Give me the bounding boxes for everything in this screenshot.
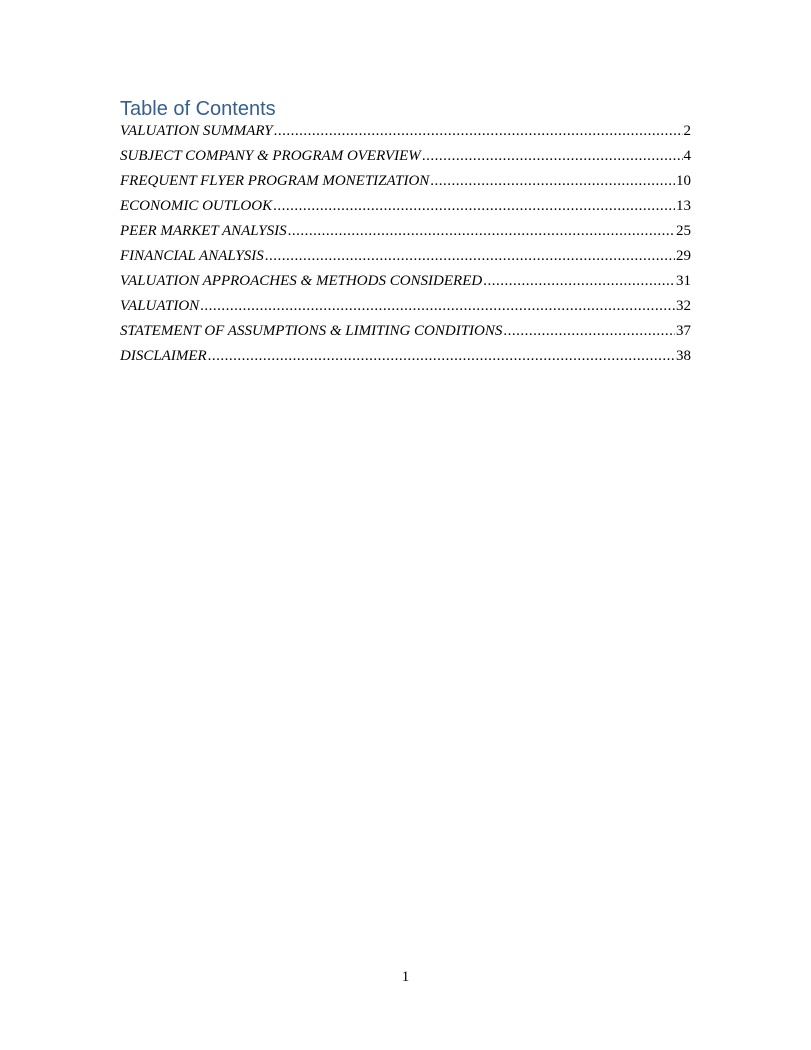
toc-dot-leader (288, 221, 675, 241)
toc-dot-leader (503, 321, 675, 341)
toc-dot-leader (430, 171, 675, 191)
toc-entry-page: 29 (676, 248, 691, 264)
toc-entry-assumptions[interactable] (120, 321, 691, 346)
toc-entry-title: PEER MARKET ANALYSIS (120, 223, 287, 239)
toc-dot-leader (273, 196, 675, 216)
toc-entry-title: FREQUENT FLYER PROGRAM MONETIZATION (120, 173, 430, 189)
toc-dot-leader (274, 121, 683, 141)
toc-entry-valuation-approaches[interactable] (120, 271, 691, 296)
toc-list (120, 121, 691, 371)
toc-entry-frequent-flyer[interactable] (120, 171, 691, 196)
toc-dot-leader (200, 296, 675, 316)
toc-entry-page: 13 (676, 198, 691, 214)
toc-entry-title: VALUATION APPROACHES & METHODS CONSIDERED (120, 273, 483, 289)
toc-entry-page: 25 (676, 223, 691, 239)
toc-dot-leader (422, 146, 683, 166)
toc-dot-leader (208, 346, 675, 366)
toc-dot-leader (265, 246, 675, 266)
toc-entry-title: VALUATION SUMMARY (120, 123, 273, 139)
toc-entry-title: ECONOMIC OUTLOOK (120, 198, 273, 214)
toc-entry-page: 31 (676, 273, 691, 289)
toc-entry-page: 38 (676, 348, 691, 364)
toc-entry-valuation-summary[interactable] (120, 121, 691, 146)
toc-entry-page: 2 (683, 123, 691, 139)
toc-entry-page: 10 (676, 173, 691, 189)
toc-entry-page: 32 (676, 298, 691, 314)
toc-entry-subject-company[interactable] (120, 146, 691, 171)
page-number: 1 (401, 969, 410, 985)
toc-heading: Table of Contents (120, 98, 276, 120)
toc-entry-title: SUBJECT COMPANY & PROGRAM OVERVIEW (120, 148, 421, 164)
toc-entry-valuation[interactable] (120, 296, 691, 321)
toc-entry-peer-market[interactable] (120, 221, 691, 246)
toc-entry-title: FINANCIAL ANALYSIS (120, 248, 264, 264)
toc-entry-page: 37 (676, 323, 691, 339)
toc-entry-title: VALUATION (120, 298, 200, 314)
toc-entry-economic-outlook[interactable] (120, 196, 691, 221)
toc-entry-title: DISCLAIMER (120, 348, 207, 364)
toc-entry-financial-analysis[interactable] (120, 246, 691, 271)
toc-entry-title: STATEMENT OF ASSUMPTIONS & LIMITING CONDITIONS (120, 323, 503, 339)
toc-entry-disclaimer[interactable] (120, 346, 691, 371)
toc-entry-page: 4 (683, 148, 691, 164)
toc-dot-leader (483, 271, 675, 291)
